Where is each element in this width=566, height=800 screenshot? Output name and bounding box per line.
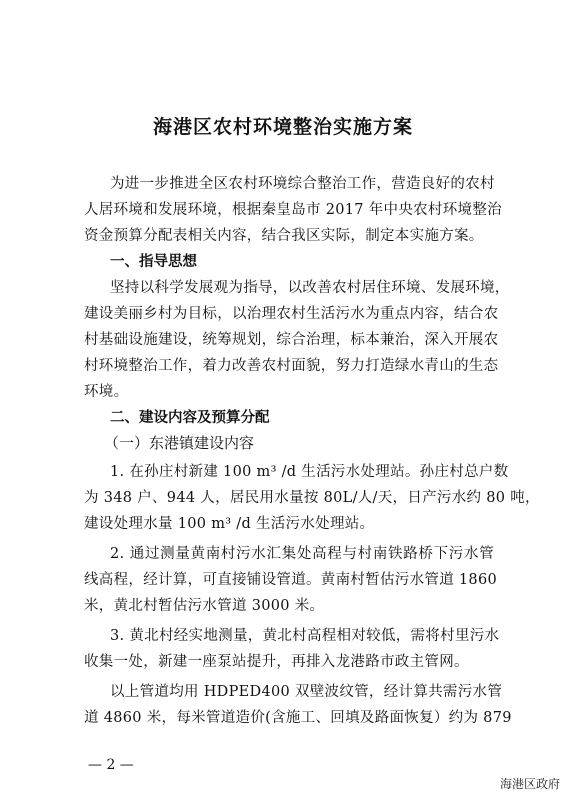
section1-line-2: 建设美丽乡村为目标，以治理农村生活污水为重点内容，结合农	[84, 306, 499, 322]
item1-line-1: 1. 在孙庄村新建 100 m³ /d 生活污水处理站。孙庄村总户数	[110, 464, 509, 480]
intro-line-1: 为进一步推进全区农村环境综合整治工作，营造良好的农村	[110, 176, 495, 192]
subsection-heading-donggang: （一）东港镇建设内容	[104, 434, 255, 452]
section1-line-5: 环境。	[84, 384, 129, 400]
intro-line-3: 资金预算分配表相关内容，结合我区实际，制定本实施方案。	[84, 228, 484, 244]
item2-line-1: 2. 通过测量黄南村污水汇集处高程与村南铁路桥下污水管	[110, 546, 494, 562]
item3-line-2: 收集一处，新建一座泵站提升，再排入龙港路市政主管网。	[84, 654, 469, 670]
section1-line-4: 村环境整治工作，着力改善农村面貌，努力打造绿水青山的生态	[84, 358, 499, 374]
item2-line-2: 线高程，经计算，可直接铺设管道。黄南村暂估污水管道 1860	[84, 572, 498, 588]
item1-line-2: 为 348 户、944 人，居民用水量按 80L/人/天，日产污水约 80 吨，	[84, 490, 540, 506]
summary-line-1: 以上管道均用 HDPED400 双壁波纹管，经计算共需污水管	[110, 684, 503, 700]
intro-line-2: 人居环境和发展环境，根据秦皇岛市 2017 年中央农村环境整治	[84, 202, 502, 218]
section-heading-construction-budget: 二、建设内容及预算分配	[110, 410, 270, 426]
section-heading-guiding-ideology: 一、指导思想	[110, 254, 197, 270]
section1-line-1: 坚持以科学发展观为指导，以改善农村居住环境、发展环境，	[110, 280, 510, 296]
item2-line-3: 米，黄北村暂估污水管道 3000 米。	[84, 598, 325, 614]
item3-line-1: 3. 黄北村经实地测量，黄北村高程相对较低，需将村里污水	[110, 628, 500, 644]
source-watermark: 海港区政府	[499, 777, 560, 791]
summary-line-2: 道 4860 米，每米管道造价(含施工、回填及路面恢复）约为 879	[84, 710, 512, 726]
item1-line-3: 建设处理水量 100 m³ /d 生活污水处理站。	[84, 516, 375, 532]
document-title: 海港区农村环境整治实施方案	[152, 116, 413, 138]
page-number: — 2 —	[88, 757, 134, 773]
section1-line-3: 村基础设施建设，统筹规划，综合治理，标本兼治，深入开展农	[84, 332, 499, 348]
